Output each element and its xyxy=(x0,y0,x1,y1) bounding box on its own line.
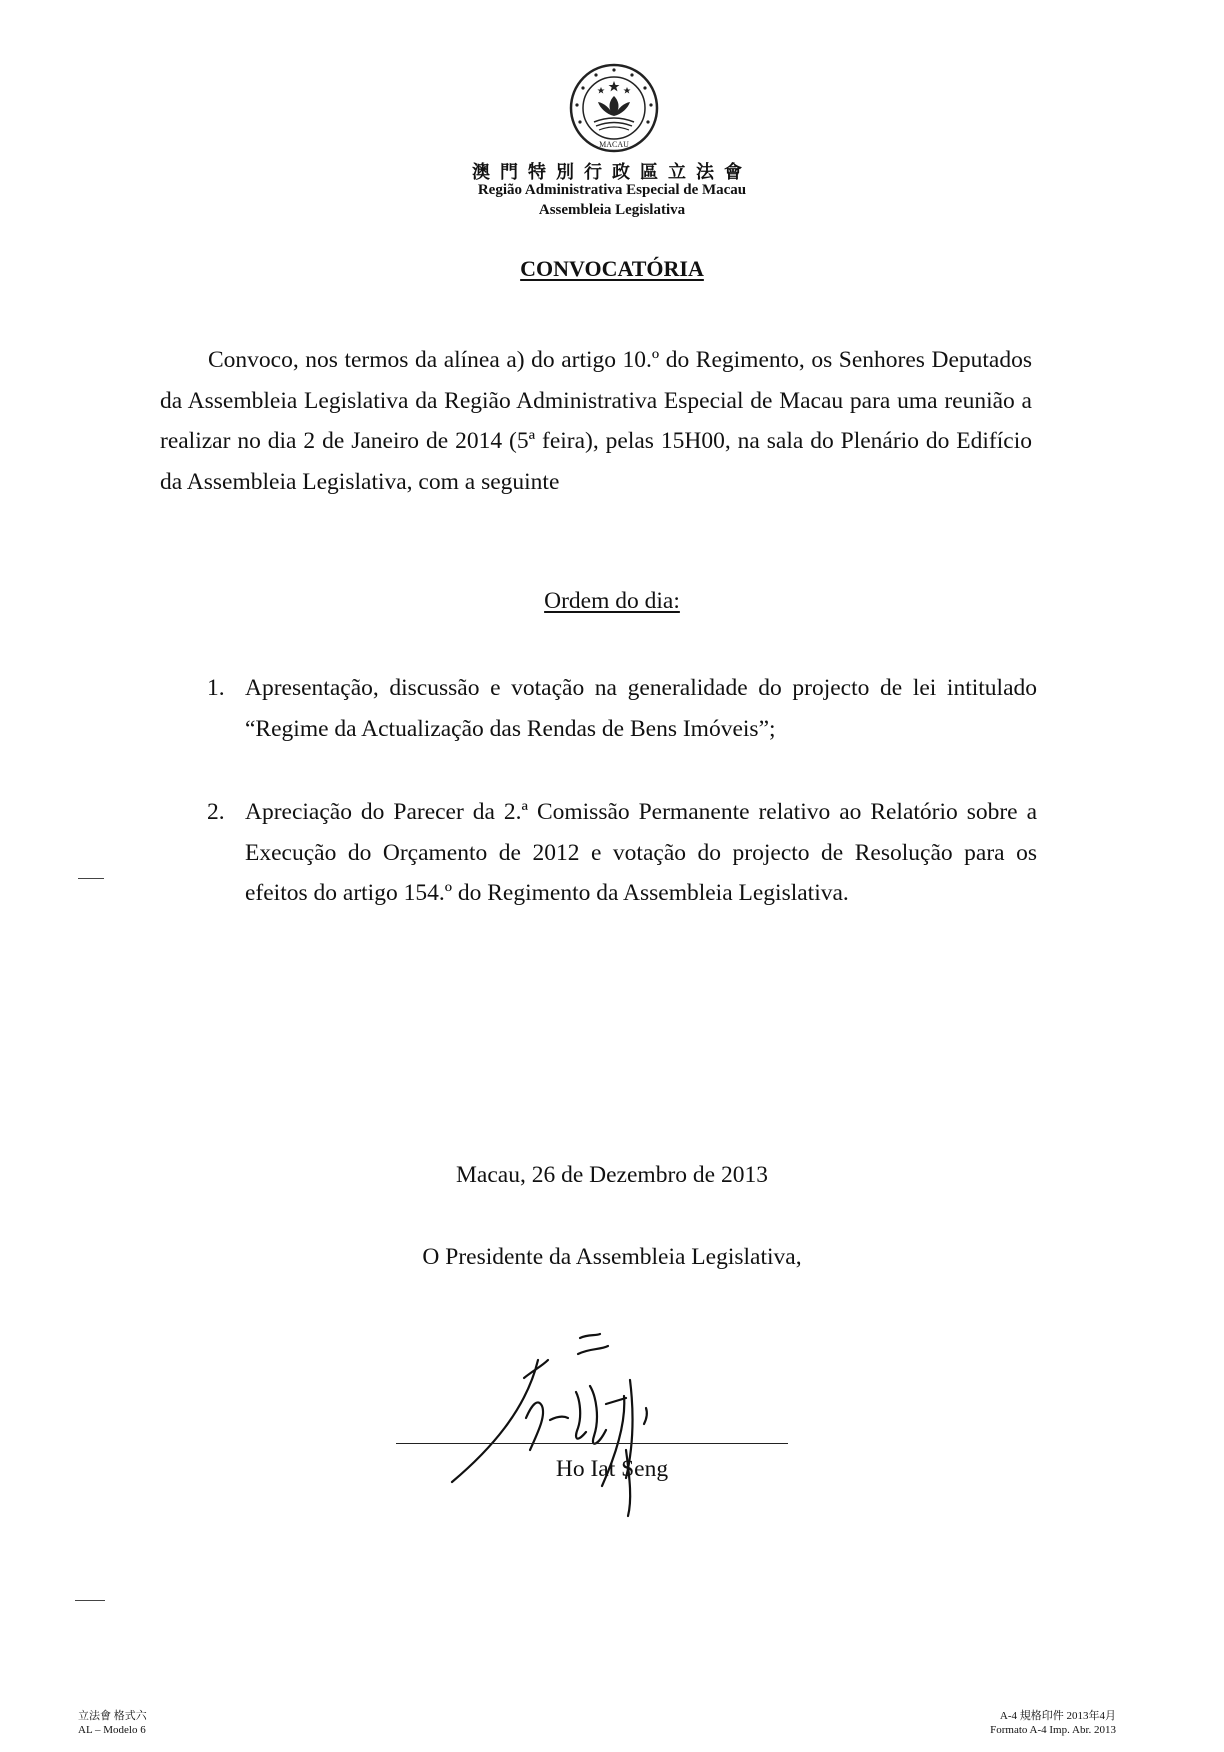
handwritten-signature xyxy=(430,1320,750,1520)
agenda-item-text: Apresentação, discussão e votação na generalidade do projecto de lei intitulado “Regime da Actualização das Rendas de Bens Imóveis”; xyxy=(245,675,1037,742)
agenda-item-number: 2. xyxy=(207,799,225,825)
convocation-paragraph: Convoco, nos termos da alínea a) do artigo 10.º do Regimento, os Senhores Deputados da Assembleia Legislativa da Região Administrativa Especial de Macau para uma reunião a realizar no dia 2 de Janeiro de 2014 (5ª feira), pelas 15H00, na sala do Plenário do Edifício da Assembleia Legislativa, com a seguinte xyxy=(160,347,1032,495)
signature-line xyxy=(396,1443,788,1444)
signer-name: Ho Iat Seng xyxy=(555,1456,669,1482)
footer-format: Formato A-4 Imp. Abr. 2013 xyxy=(990,1724,1116,1736)
agenda-item xyxy=(207,668,1037,749)
header-chinese-title: 澳門特別行政區立法會 xyxy=(472,162,752,182)
header-region-name: Região Administrativa Especial de Macau xyxy=(477,182,747,198)
margin-mark xyxy=(75,1600,105,1601)
agenda-item-number: 1. xyxy=(207,675,225,701)
agenda-item xyxy=(207,792,1037,914)
svg-text:MACAU: MACAU xyxy=(599,140,629,149)
footer-format-zh: A-4 規格印件 2013年4月 xyxy=(999,1710,1116,1722)
signatory-role: O Presidente da Assembleia Legislativa, xyxy=(422,1244,802,1270)
footer-form-code: AL – Modelo 6 xyxy=(78,1724,146,1736)
macau-emblem-icon xyxy=(568,62,660,154)
header-assembly-name: Assembleia Legislativa xyxy=(538,202,686,218)
agenda-heading: Ordem do dia: xyxy=(544,588,680,614)
margin-mark xyxy=(78,878,104,879)
footer-form-code-zh: 立法會 格式六 xyxy=(78,1710,147,1722)
place-date: Macau, 26 de Dezembro de 2013 xyxy=(456,1162,768,1188)
agenda-item-text: Apreciação do Parecer da 2.ª Comissão Permanente relativo ao Relatório sobre a Execução do Orçamento de 2012 e votação do projecto de Resolução para os efeitos do artigo 154.º do Regimento da Assembleia Legislativa. xyxy=(245,799,1037,906)
document-title: CONVOCATÓRIA xyxy=(520,256,704,281)
